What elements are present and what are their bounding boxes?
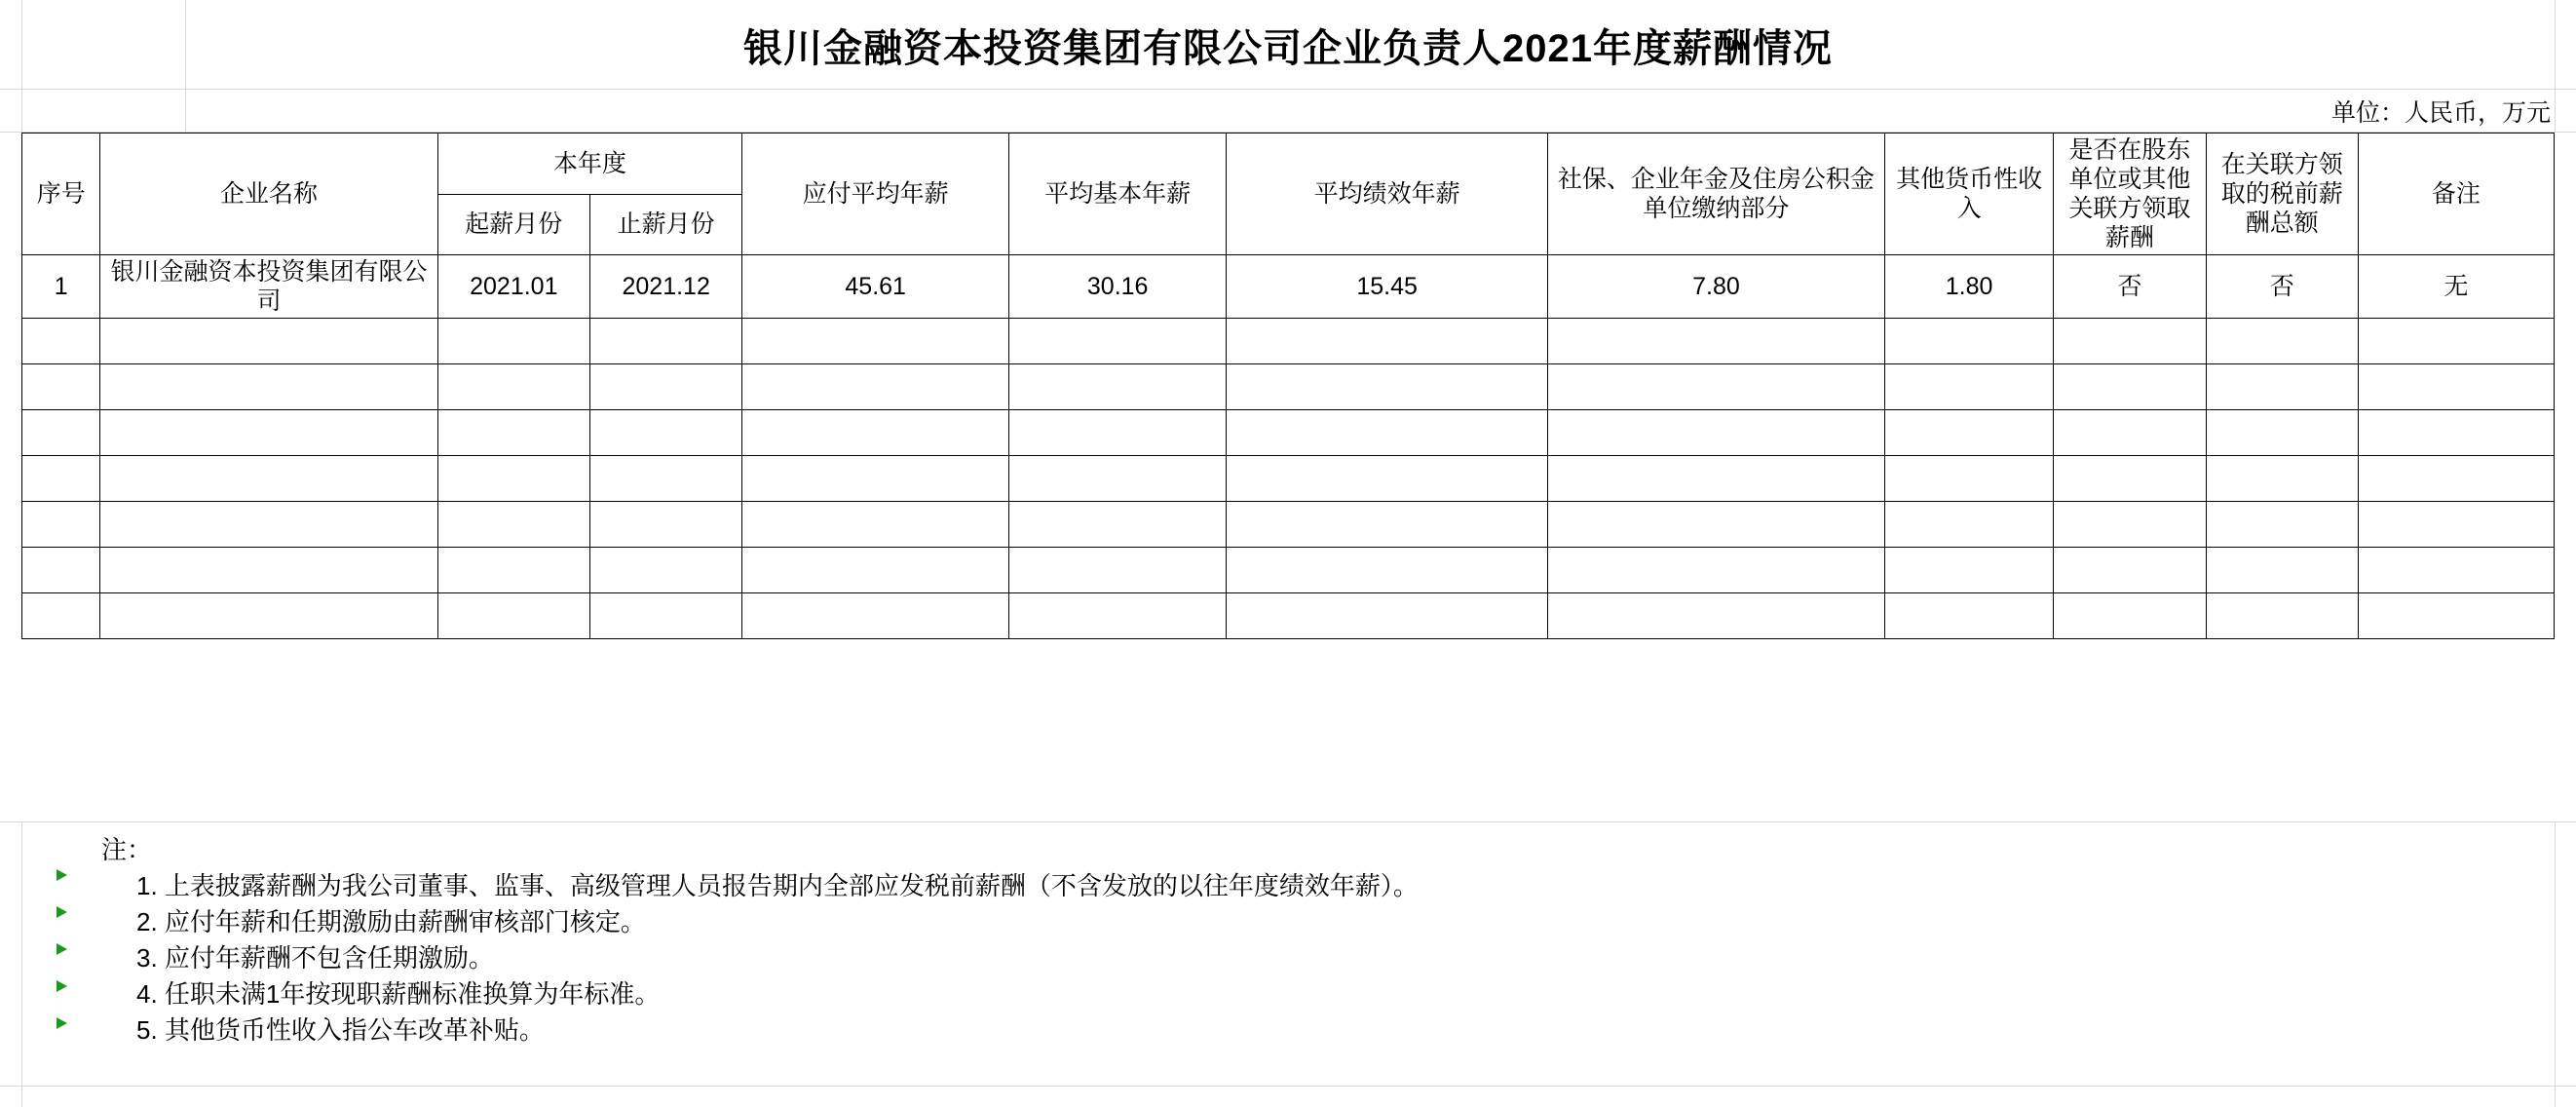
cell-empty <box>1008 502 1226 548</box>
header-avg-basic-annual: 平均基本年薪 <box>1008 134 1226 255</box>
cell-avg-basic-annual: 30.16 <box>1008 255 1226 319</box>
cell-empty <box>100 319 437 364</box>
table-row <box>22 255 2555 319</box>
cell-empty <box>1227 593 1547 639</box>
cell-empty <box>100 593 437 639</box>
cell-social-insurance: 7.80 <box>1547 255 1884 319</box>
cell-avg-performance-annual: 15.45 <box>1227 255 1547 319</box>
cell-empty <box>742 319 1009 364</box>
title-band <box>0 0 2576 90</box>
cell-empty <box>1885 410 2054 456</box>
cell-empty <box>100 456 437 502</box>
cell-empty <box>1885 548 2054 593</box>
cell-empty <box>2206 319 2358 364</box>
header-related-party-total: 在关联方领取的税前薪酬总额 <box>2206 134 2358 255</box>
cell-empty <box>742 502 1009 548</box>
cell-empty <box>742 456 1009 502</box>
note-marker-icon <box>57 980 67 992</box>
header-current-year: 本年度 <box>437 134 742 195</box>
cell-empty <box>2358 364 2554 410</box>
cell-empty <box>1227 364 1547 410</box>
note-marker-icon <box>57 1017 67 1029</box>
page-title: 银川金融资本投资集团有限公司企业负责人2021年度薪酬情况 <box>743 26 1833 70</box>
cell-empty <box>2054 410 2206 456</box>
header-end-month: 止薪月份 <box>589 194 741 255</box>
cell-empty <box>2054 456 2206 502</box>
cell-empty <box>22 593 100 639</box>
notes-list <box>80 832 2418 1048</box>
cell-empty <box>742 364 1009 410</box>
cell-empty <box>1885 364 2054 410</box>
cell-empty <box>2054 548 2206 593</box>
cell-related-party-total: 否 <box>2206 255 2358 319</box>
cell-empty <box>589 548 741 593</box>
cell-empty <box>1547 593 1884 639</box>
cell-empty <box>1547 364 1884 410</box>
cell-seq: 1 <box>22 255 100 319</box>
cell-empty <box>22 456 100 502</box>
cell-empty <box>22 502 100 548</box>
note-item: 3. 应付年薪酬不包含任期激励。 <box>136 942 494 973</box>
cell-empty <box>2358 502 2554 548</box>
cell-empty <box>2054 502 2206 548</box>
cell-from-shareholder: 否 <box>2054 255 2206 319</box>
cell-empty <box>1547 319 1884 364</box>
grid-guide <box>0 89 2576 90</box>
cell-empty <box>2358 410 2554 456</box>
header-other-monetary-income: 其他货币性收入 <box>1885 134 2054 255</box>
cell-empty <box>437 456 589 502</box>
header-remark: 备注 <box>2358 134 2554 255</box>
grid-guide <box>21 822 22 1107</box>
table-row-empty <box>22 502 2555 548</box>
table-row-empty <box>22 410 2555 456</box>
cell-empty <box>1885 593 2054 639</box>
header-social-insurance: 社保、企业年金及住房公积金单位缴纳部分 <box>1547 134 1884 255</box>
cell-empty <box>1227 502 1547 548</box>
cell-empty <box>2054 319 2206 364</box>
cell-empty <box>2206 502 2358 548</box>
table-row-empty <box>22 548 2555 593</box>
table-header-row-top <box>22 134 2555 195</box>
cell-empty <box>1008 410 1226 456</box>
cell-empty <box>1008 548 1226 593</box>
note-marker-icon <box>57 869 67 881</box>
cell-empty <box>589 364 741 410</box>
cell-empty <box>2054 364 2206 410</box>
grid-guide <box>2555 0 2556 133</box>
cell-empty <box>437 593 589 639</box>
cell-empty <box>1008 593 1226 639</box>
cell-empty <box>1547 456 1884 502</box>
notes-label: 注： <box>101 835 153 864</box>
cell-empty <box>2206 548 2358 593</box>
cell-empty <box>22 410 100 456</box>
cell-empty <box>589 593 741 639</box>
header-avg-annual-payable: 应付平均年薪 <box>742 134 1009 255</box>
cell-empty <box>1227 319 1547 364</box>
cell-empty <box>437 319 589 364</box>
unit-label: 单位：人民币，万元 <box>2330 99 2551 127</box>
cell-empty <box>22 548 100 593</box>
table-row-empty <box>22 593 2555 639</box>
header-company: 企业名称 <box>100 134 437 255</box>
cell-empty <box>589 410 741 456</box>
cell-empty <box>589 319 741 364</box>
header-seq: 序号 <box>22 134 100 255</box>
cell-empty <box>2358 319 2554 364</box>
cell-empty <box>22 319 100 364</box>
cell-empty <box>437 502 589 548</box>
salary-table <box>21 133 2555 639</box>
cell-empty <box>2054 593 2206 639</box>
grid-guide <box>185 0 186 133</box>
cell-empty <box>2206 593 2358 639</box>
unit-band <box>0 90 2576 133</box>
grid-guide <box>21 0 22 133</box>
cell-empty <box>437 364 589 410</box>
cell-empty <box>2358 456 2554 502</box>
header-from-shareholder: 是否在股东单位或其他关联方领取薪酬 <box>2054 134 2206 255</box>
cell-empty <box>100 364 437 410</box>
cell-other-monetary-income: 1.80 <box>1885 255 2054 319</box>
cell-empty <box>2358 593 2554 639</box>
cell-end-month: 2021.12 <box>589 255 741 319</box>
cell-empty <box>1227 456 1547 502</box>
cell-empty <box>1547 410 1884 456</box>
cell-empty <box>1008 364 1226 410</box>
cell-empty <box>742 593 1009 639</box>
cell-empty <box>1885 502 2054 548</box>
table-row-empty <box>22 319 2555 364</box>
cell-remark: 无 <box>2358 255 2554 319</box>
cell-empty <box>100 502 437 548</box>
cell-empty <box>22 364 100 410</box>
cell-empty <box>2206 364 2358 410</box>
note-item: 2. 应付年薪和任期激励由薪酬审核部门核定。 <box>136 906 646 936</box>
cell-company: 银川金融资本投资集团有限公司 <box>100 255 437 319</box>
cell-empty <box>742 548 1009 593</box>
cell-empty <box>1547 502 1884 548</box>
note-item: 4. 任职未满1年按现职薪酬标准换算为年标准。 <box>136 978 661 1009</box>
cell-empty <box>1885 319 2054 364</box>
cell-empty <box>1227 410 1547 456</box>
cell-empty <box>589 456 741 502</box>
cell-empty <box>1227 548 1547 593</box>
cell-empty <box>589 502 741 548</box>
cell-start-month: 2021.01 <box>437 255 589 319</box>
cell-empty <box>437 410 589 456</box>
note-marker-icon <box>57 906 67 918</box>
table-row-empty <box>22 364 2555 410</box>
note-item: 1. 上表披露薪酬为我公司董事、监事、高级管理人员报告期内全部应发税前薪酬（不含发放的以往年度绩效年薪）。 <box>136 870 1419 900</box>
note-item: 5. 其他货币性收入指公车改革补贴。 <box>136 1014 545 1045</box>
cell-empty <box>2206 456 2358 502</box>
header-start-month: 起薪月份 <box>437 194 589 255</box>
header-avg-performance-annual: 平均绩效年薪 <box>1227 134 1547 255</box>
cell-empty <box>1885 456 2054 502</box>
grid-guide <box>0 1086 2576 1087</box>
table-row-empty <box>22 456 2555 502</box>
cell-avg-annual-payable: 45.61 <box>742 255 1009 319</box>
cell-empty <box>437 548 589 593</box>
table-body <box>22 255 2555 639</box>
cell-empty <box>2358 548 2554 593</box>
cell-empty <box>1547 548 1884 593</box>
cell-empty <box>2206 410 2358 456</box>
grid-guide <box>2555 822 2556 1107</box>
grid-guide <box>0 821 2576 822</box>
note-marker-icon <box>57 943 67 955</box>
cell-empty <box>1008 319 1226 364</box>
cell-empty <box>742 410 1009 456</box>
cell-empty <box>100 410 437 456</box>
grid-guide <box>0 132 2576 133</box>
cell-empty <box>1008 456 1226 502</box>
cell-empty <box>100 548 437 593</box>
notes-section <box>21 822 2555 1086</box>
